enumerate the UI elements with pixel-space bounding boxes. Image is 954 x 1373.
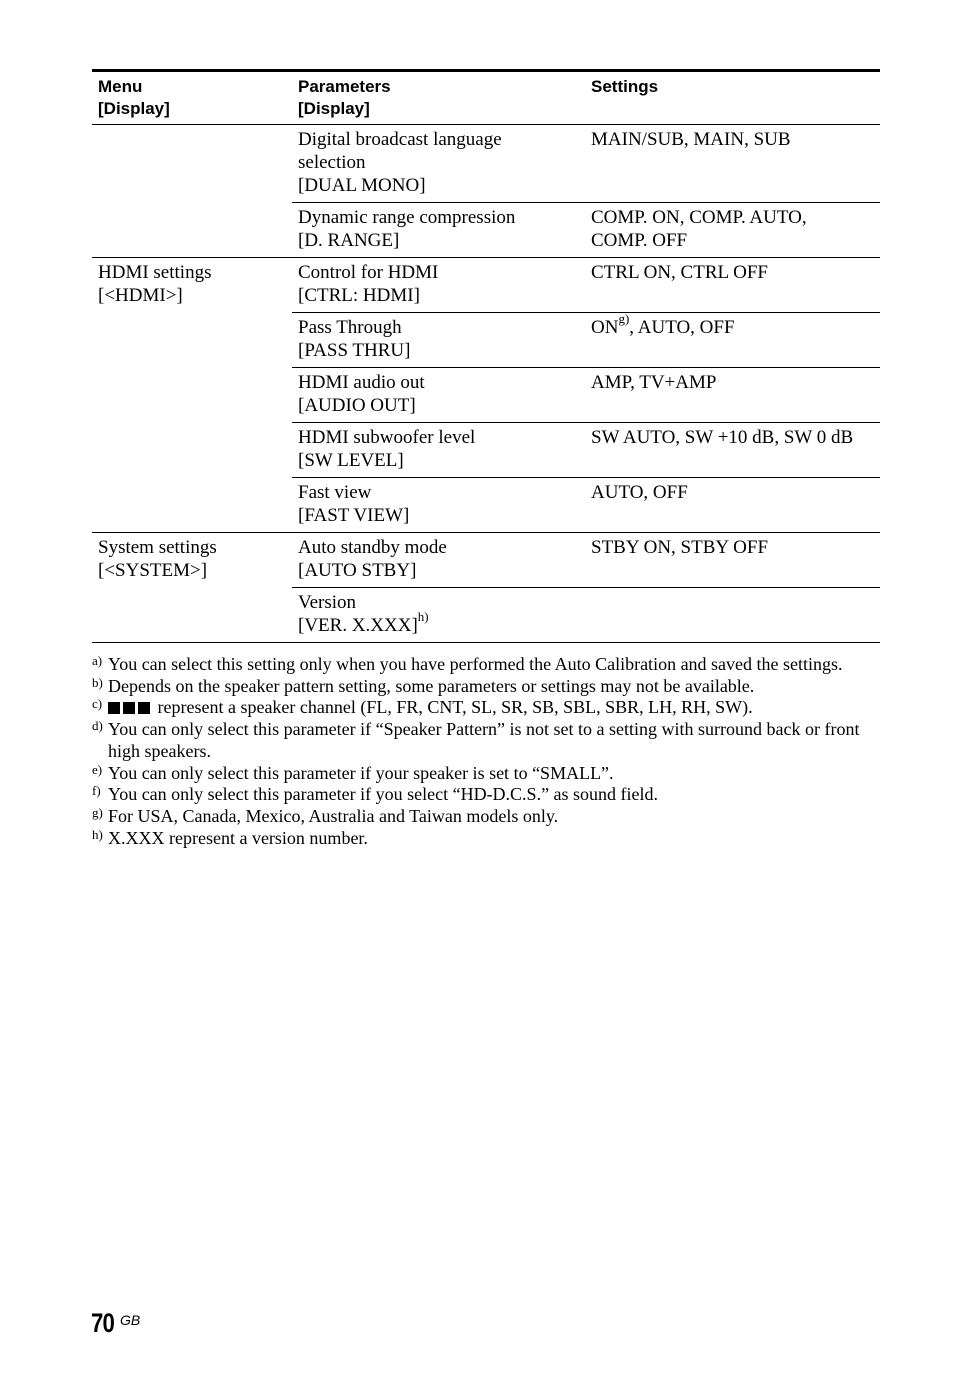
footnote-text: You can only select this parameter if you select “HD-D.C.S.” as sound field. bbox=[108, 784, 659, 805]
menu-name: System settings bbox=[98, 537, 217, 558]
settings-cell bbox=[585, 588, 880, 643]
parameter-code: [D. RANGE] bbox=[298, 230, 400, 251]
footnote-ref: g) bbox=[618, 310, 630, 326]
speaker-square-icon bbox=[108, 702, 120, 714]
footnote bbox=[92, 806, 892, 828]
settings-value: ON bbox=[591, 317, 619, 338]
settings-line: AMP, TV+AMP bbox=[591, 372, 717, 393]
header-menu bbox=[92, 71, 292, 125]
table-row bbox=[92, 125, 880, 203]
footnote bbox=[92, 719, 892, 762]
header-settings-title: Settings bbox=[591, 77, 659, 96]
menu-cell-hdmi bbox=[92, 258, 292, 533]
settings-line: COMP. ON, COMP. AUTO, bbox=[591, 207, 807, 228]
parameter-cell bbox=[292, 313, 585, 368]
parameter-line: HDMI audio out bbox=[298, 372, 425, 393]
table-row bbox=[92, 258, 880, 313]
parameter-code-line bbox=[298, 608, 579, 637]
parameter-line: HDMI subwoofer level bbox=[298, 427, 476, 448]
footnote-mark: h) bbox=[92, 826, 103, 842]
menu-name: HDMI settings bbox=[98, 262, 212, 283]
parameter-cell bbox=[292, 203, 585, 258]
parameter-code: [CTRL: HDMI] bbox=[298, 285, 420, 306]
parameter-code: [DUAL MONO] bbox=[298, 175, 426, 196]
footnote-ref: h) bbox=[417, 608, 429, 624]
footnote bbox=[92, 828, 892, 850]
footnote-text: X.XXX represent a version number. bbox=[108, 827, 368, 848]
settings-cell bbox=[585, 258, 880, 313]
header-parameters-title: Parameters bbox=[298, 77, 391, 96]
table-row bbox=[92, 533, 880, 588]
footnote bbox=[92, 697, 892, 719]
footnote-mark: a) bbox=[92, 653, 103, 668]
parameter-code: [VER. X.XXX] bbox=[298, 615, 418, 636]
settings-line: COMP. OFF bbox=[591, 230, 688, 251]
footnote-mark: c) bbox=[92, 696, 103, 712]
parameter-cell bbox=[292, 478, 585, 533]
header-parameters bbox=[292, 71, 585, 125]
footnote-mark: g) bbox=[92, 804, 103, 820]
parameter-cell bbox=[292, 533, 585, 588]
footnotes bbox=[92, 654, 892, 849]
footnote-mark: b) bbox=[92, 674, 103, 690]
speaker-square-icon bbox=[123, 702, 135, 714]
parameter-line: Digital broadcast language bbox=[298, 129, 502, 150]
footnote-text: You can only select this parameter if your speaker is set to “SMALL”. bbox=[108, 762, 614, 783]
settings-cell bbox=[585, 423, 880, 478]
footnote-text: You can only select this parameter if “Speaker Pattern” is not set to a setting with surround back or front high speakers. bbox=[108, 719, 860, 761]
settings-cell bbox=[585, 533, 880, 588]
header-parameters-sub: [Display] bbox=[298, 99, 370, 118]
footnote-mark: e) bbox=[92, 761, 103, 777]
settings-cell bbox=[585, 125, 880, 203]
settings-line: AUTO, OFF bbox=[591, 482, 688, 503]
footnote-text: You can select this setting only when you have performed the Auto Calibration and saved the settings. bbox=[108, 654, 843, 674]
footnote bbox=[92, 654, 892, 676]
menu-code: [<SYSTEM>] bbox=[98, 560, 208, 581]
parameter-code: [SW LEVEL] bbox=[298, 450, 404, 471]
settings-cell bbox=[585, 478, 880, 533]
parameter-line: selection bbox=[298, 152, 366, 173]
speaker-square-icon bbox=[138, 702, 150, 714]
footnote-text-wrapper bbox=[108, 697, 892, 719]
menu-code: [<HDMI>] bbox=[98, 285, 183, 306]
table-header-row bbox=[92, 71, 880, 125]
footnote-text: For USA, Canada, Mexico, Australia and Taiwan models only. bbox=[108, 805, 559, 826]
parameter-code: [PASS THRU] bbox=[298, 340, 411, 361]
parameter-cell bbox=[292, 588, 585, 643]
footnote-text: Depends on the speaker pattern setting, some parameters or settings may not be available. bbox=[108, 675, 755, 696]
parameter-line: Pass Through bbox=[298, 317, 402, 338]
parameter-code: [FAST VIEW] bbox=[298, 505, 410, 526]
parameter-code: [AUTO STBY] bbox=[298, 560, 417, 581]
settings-line: STBY ON, STBY OFF bbox=[591, 537, 769, 558]
parameter-cell bbox=[292, 368, 585, 423]
parameter-line: Control for HDMI bbox=[298, 262, 439, 283]
menu-cell-system bbox=[92, 533, 292, 643]
footnote bbox=[92, 763, 892, 785]
settings-line: SW AUTO, SW +10 dB, SW 0 dB bbox=[591, 427, 854, 448]
parameter-cell bbox=[292, 125, 585, 203]
header-menu-title: Menu bbox=[98, 77, 143, 96]
settings-line: MAIN/SUB, MAIN, SUB bbox=[591, 129, 791, 150]
footnote-mark: f) bbox=[92, 783, 101, 799]
parameter-line: Fast view bbox=[298, 482, 372, 503]
page-region-suffix: GB bbox=[120, 1312, 141, 1328]
settings-table bbox=[92, 69, 880, 643]
settings-cell bbox=[585, 368, 880, 423]
parameter-line: Dynamic range compression bbox=[298, 207, 516, 228]
parameter-line: Version bbox=[298, 592, 357, 613]
settings-cell bbox=[585, 310, 880, 368]
header-menu-sub: [Display] bbox=[98, 99, 170, 118]
footnote bbox=[92, 676, 892, 698]
footnote-mark: d) bbox=[92, 718, 103, 734]
header-settings bbox=[585, 71, 880, 125]
footnote-text: represent a speaker channel (FL, FR, CNT, SL, SR, SB, SBL, SBR, LH, RH, SW). bbox=[157, 697, 753, 718]
page-number: 70 bbox=[91, 1308, 114, 1338]
settings-line bbox=[591, 310, 874, 339]
settings-cell bbox=[585, 203, 880, 258]
footnote bbox=[92, 784, 892, 806]
parameter-cell bbox=[292, 258, 585, 313]
settings-line: CTRL ON, CTRL OFF bbox=[591, 262, 769, 283]
menu-cell-continued bbox=[92, 125, 292, 258]
parameter-line: Auto standby mode bbox=[298, 537, 447, 558]
parameter-code: [AUDIO OUT] bbox=[298, 395, 416, 416]
parameter-cell bbox=[292, 423, 585, 478]
settings-value-rest: , AUTO, OFF bbox=[629, 317, 735, 338]
